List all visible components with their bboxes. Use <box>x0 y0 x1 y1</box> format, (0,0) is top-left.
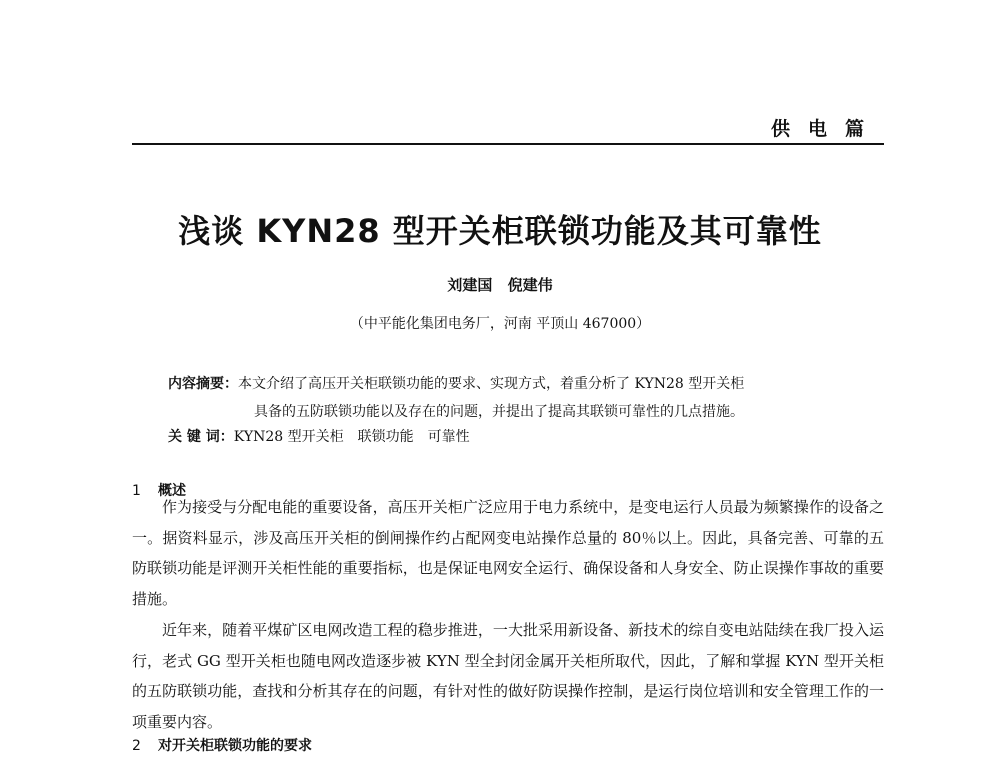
abstract <box>168 370 884 426</box>
paper-title: 浅谈 KYN28 型开关柜联锁功能及其可靠性 <box>178 212 822 250</box>
paragraph-2: 近年来，随着平煤矿区电网改造工程的稳步推进，一大批采用新设备、新技术的综自变电站陆续在我厂投入运行，老式 GG 型开关柜也随电网改造逐步被 KYN 型全封闭金属开关柜所取代，因此，了解和掌握 KYN 型开关柜的五防联锁功能，查找和分析其存在的问题，有针对性的做好防误操作控制，是运行岗位培训和安全管理工作的一项重要内容。 <box>132 621 884 731</box>
authors: 刘建国 倪建伟 <box>447 276 553 294</box>
section-tag: 供电篇 <box>770 118 882 140</box>
keywords <box>168 426 884 446</box>
abstract-label: 内容摘要： <box>168 376 238 392</box>
section-title: 对开关柜联锁功能的要求 <box>158 738 312 754</box>
paragraph-1: 作为接受与分配电能的重要设备，高压开关柜广泛应用于电力系统中，是变电运行人员最为频繁操作的设备之一。据资料显示，涉及高压开关柜的倒闸操作约占配网变电站操作总量的 80％以上。因此，具备完善、可靠的五防联锁功能是评测开关柜性能的重要指标，也是保证电网安全运行、确保设备和人身安全、防止误操作事故的重要措施。 <box>132 498 884 608</box>
section-number: 1 <box>132 483 141 499</box>
section-heading-2 <box>132 735 312 755</box>
header-rule <box>132 143 884 145</box>
affiliation: （中平能化集团电务厂，河南 平顶山 467000） <box>349 316 651 332</box>
section-number: 2 <box>132 738 141 754</box>
keywords-label: 关 键 词： <box>168 429 234 445</box>
section-title: 概述 <box>158 483 186 499</box>
abstract-line-1: 本文介绍了高压开关柜联锁功能的要求、实现方式，着重分析了 KYN28 型开关柜 <box>238 376 745 392</box>
abstract-line-2: 具备的五防联锁功能以及存在的问题，并提出了提高其联锁可靠性的几点措施。 <box>254 404 744 420</box>
keywords-text: KYN28 型开关柜 联锁功能 可靠性 <box>233 429 470 445</box>
